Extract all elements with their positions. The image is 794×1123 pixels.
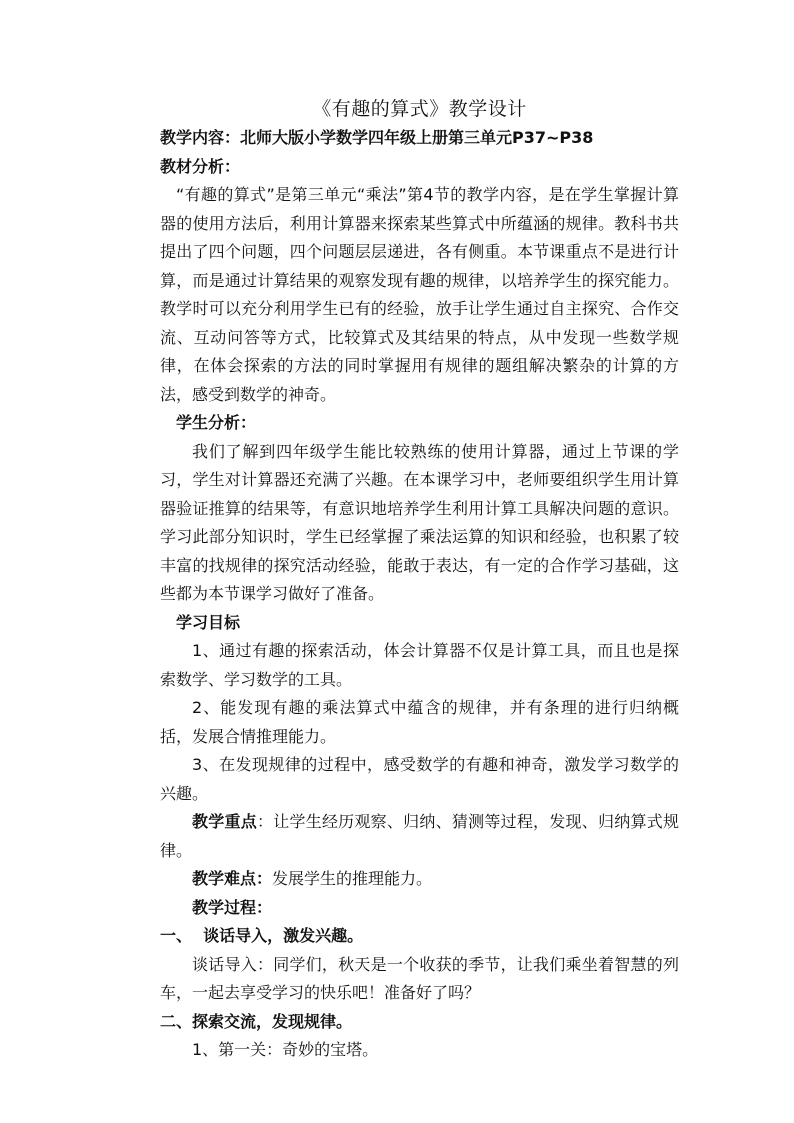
teaching-content-value: 北师大版小学数学四年级上册第三单元P37~P38 <box>240 128 594 147</box>
document-title: 《有趣的算式》教学设计 <box>312 98 527 120</box>
teaching-difficulty-value: 发展学生的推理能力。 <box>272 869 433 888</box>
teaching-key-point <box>160 808 679 865</box>
material-analysis-text: “有趣的算式”是第三单元“乘法”第4节的教学内容，是在学生掌握计算器的使用方法后，利用计算器来探索某些算式中所蕴涵的规律。教科书共提出了四个问题，四个问题层层递进，各有侧重。本节课重点不是进行计算，而是通过计算结果的观察发现有趣的规律，以培养学生的探究能力。教学时可以充分利用学生已有的经验，放手让学生通过自主探究、合作交流、互动问答等方式，比较算式及其结果的特点，从中发现一些数学规律，在体会探索的方法的同时掌握用有规律的题组解决繁杂的计算的方法，感受到数学的神奇。 <box>160 185 679 404</box>
learning-goal-1: 1、通过有趣的探索活动，体会计算器不仅是计算工具，而且也是探索数学、学习数学的工具。 <box>160 641 679 689</box>
teaching-content-line <box>160 124 679 153</box>
learning-goals-heading: 学习目标 <box>176 612 241 632</box>
learning-goal-3: 3、在发现规律的过程中，感受数学的有趣和神奇，激发学习数学的兴趣。 <box>160 755 679 803</box>
learning-goal-2: 2、能发现有趣的乘法算式中蕴含的规律，并有条理的进行归纳概括，发展合情推理能力。 <box>160 698 679 746</box>
material-analysis-heading: 教材分析： <box>160 156 241 176</box>
student-analysis-text: 我们了解到四年级学生能比较熟练的使用计算器，通过上节课的学习，学生对计算器还充满了兴趣。在本课学习中，老师要组织学生用计算器验证推算的结果等，有意识地培养学生利用计算工具解决问题的意识。学习此部分知识时，学生已经掌握了乘法运算的知识和经验，也积累了较丰富的找规律的探究活动经验，能敢于表达，有一定的合作学习基础，这些都为本节课学习做好了准备。 <box>160 441 679 603</box>
teaching-process-heading: 教学过程： <box>192 897 273 917</box>
student-analysis-heading: 学生分析： <box>176 413 257 432</box>
step-2-item-1: 1、第一关：奇妙的宝塔。 <box>192 1040 379 1059</box>
step-2-heading: 二、探索交流，发现规律。 <box>160 1011 353 1031</box>
step-1-heading: 一、 谈话导入，激发兴趣。 <box>160 926 364 945</box>
document-body <box>160 94 679 1065</box>
teaching-difficulty <box>160 865 679 894</box>
teaching-key-colon: ： <box>256 812 274 831</box>
step-1-text: 谈话导入：同学们，秋天是一个收获的季节，让我们乘坐着智慧的列车，一起去享受学习的快乐吧！准备好了吗？ <box>160 954 679 1002</box>
teaching-content-label: 教学内容： <box>160 128 241 147</box>
teaching-key-label: 教学重点 <box>192 812 257 831</box>
teaching-difficulty-label: 教学难点： <box>192 869 273 888</box>
teaching-key-value: 让学生经历观察、归纳、猜测等过程，发现、归纳算式规律。 <box>160 812 679 860</box>
